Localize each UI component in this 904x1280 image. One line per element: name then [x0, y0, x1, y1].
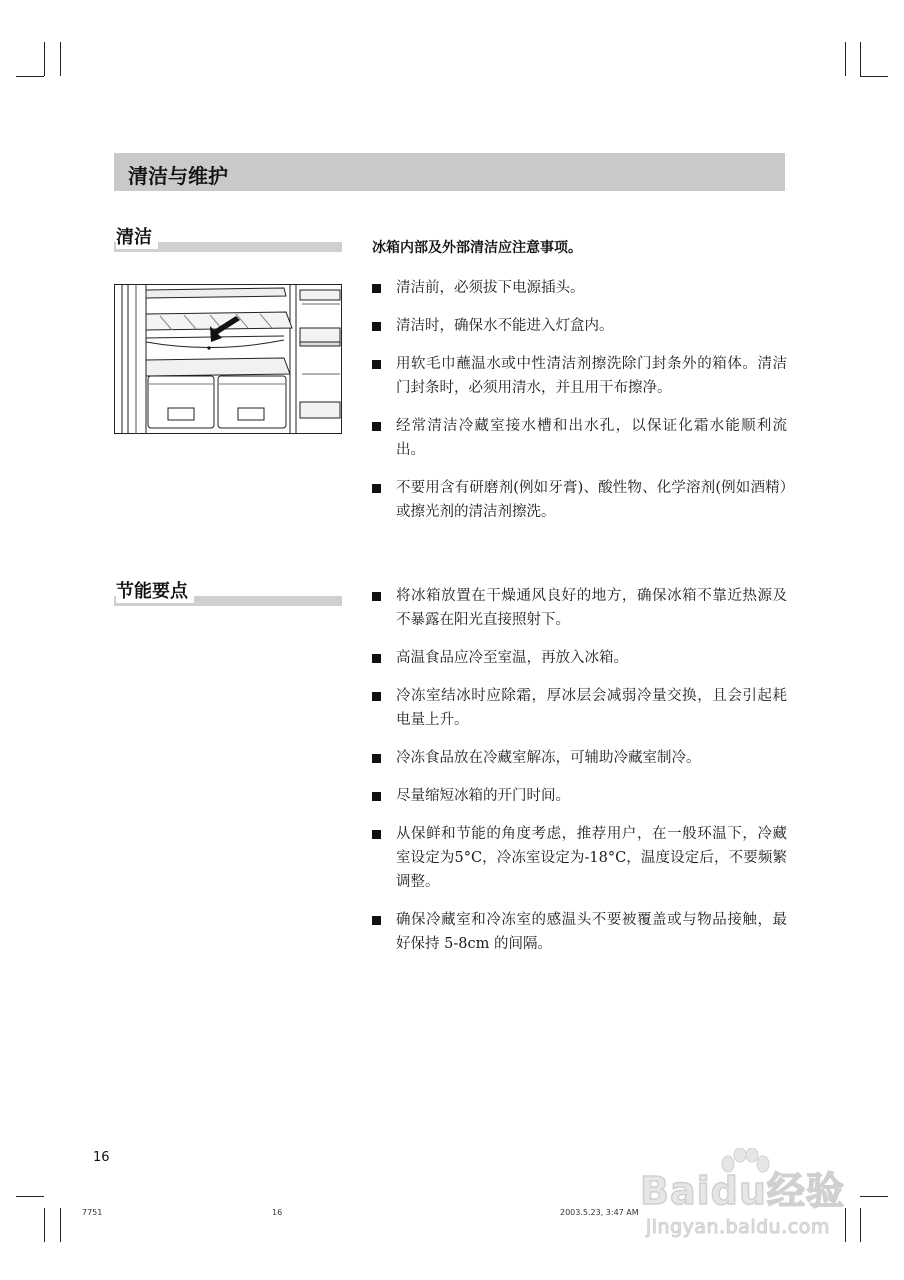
bullet-square-icon [372, 830, 381, 839]
page-number: 16 [93, 1150, 110, 1165]
chapter-title-bar [114, 153, 785, 191]
energy-list [372, 584, 787, 956]
cleaning-heading [114, 226, 342, 252]
cleaning-intro: 冰箱内部及外部清洁应注意事项。 [372, 240, 582, 256]
energy-heading [114, 580, 342, 606]
list-item: 高温食品应冷至室温，再放入冰箱。 [372, 646, 787, 670]
bullet-square-icon [372, 754, 381, 763]
list-item: 从保鲜和节能的角度考虑，推荐用户，在一般环温下，冷藏室设定为5°C，冷冻室设定为-18°C，温度设定后，不要频繁调整。 [372, 822, 787, 894]
list-item: 经常清洁冷藏室接水槽和出水孔，以保证化霜水能顺利流出。 [372, 414, 787, 462]
bullet-square-icon [372, 916, 381, 925]
crop-mark [16, 1196, 44, 1197]
crop-mark [845, 42, 846, 76]
list-item: 不要用含有研磨剂(例如牙膏)、酸性物、化学溶剂(例如酒精）或擦光剂的清洁剂擦洗。 [372, 476, 787, 524]
footer-timestamp: 2003.5.23, 3:47 AM [560, 1208, 639, 1217]
bullet-square-icon [372, 484, 381, 493]
crop-mark [860, 1196, 888, 1197]
crop-mark [860, 42, 861, 76]
cleaning-heading-text: 清洁 [116, 223, 158, 249]
energy-heading-text: 节能要点 [116, 577, 194, 603]
fridge-interior-illustration [114, 284, 342, 434]
bullet-square-icon [372, 360, 381, 369]
list-item: 冷冻室结冰时应除霜，厚冰层会减弱冷量交换，且会引起耗电量上升。 [372, 684, 787, 732]
list-item: 清洁时，确保水不能进入灯盒内。 [372, 314, 787, 338]
chapter-title: 清洁与维护 [128, 164, 228, 188]
crop-mark [44, 42, 45, 76]
footer-file-id: 7751 [82, 1208, 103, 1217]
bullet-square-icon [372, 284, 381, 293]
watermark-logo: Baidu经验 [640, 1169, 845, 1213]
footer-page: 16 [272, 1208, 283, 1217]
list-item: 尽量缩短冰箱的开门时间。 [372, 784, 787, 808]
crop-mark [60, 42, 61, 76]
crop-mark [860, 1208, 861, 1242]
list-item: 冷冻食品放在冷藏室解冻，可辅助冷藏室制冷。 [372, 746, 787, 770]
bullet-square-icon [372, 792, 381, 801]
list-item: 将冰箱放置在干燥通风良好的地方，确保冰箱不靠近热源及不暴露在阳光直接照射下。 [372, 584, 787, 632]
bullet-square-icon [372, 422, 381, 431]
list-item: 用软毛巾蘸温水或中性清洁剂擦洗除门封条外的箱体。清洁门封条时，必须用清水，并且用干布擦净。 [372, 352, 787, 400]
crop-mark [16, 76, 44, 77]
crop-mark [60, 1208, 61, 1242]
bullet-square-icon [372, 322, 381, 331]
bullet-square-icon [372, 692, 381, 701]
baidu-watermark [640, 1150, 855, 1250]
crop-mark [860, 76, 888, 77]
bullet-square-icon [372, 592, 381, 601]
watermark-url: jingyan.baidu.com [646, 1216, 830, 1238]
cleaning-list [372, 276, 787, 524]
crop-mark [44, 1208, 45, 1242]
bullet-square-icon [372, 654, 381, 663]
list-item: 清洁前，必须拔下电源插头。 [372, 276, 787, 300]
list-item: 确保冷藏室和冷冻室的感温头不要被覆盖或与物品接触，最好保持 5-8cm 的间隔。 [372, 908, 787, 956]
